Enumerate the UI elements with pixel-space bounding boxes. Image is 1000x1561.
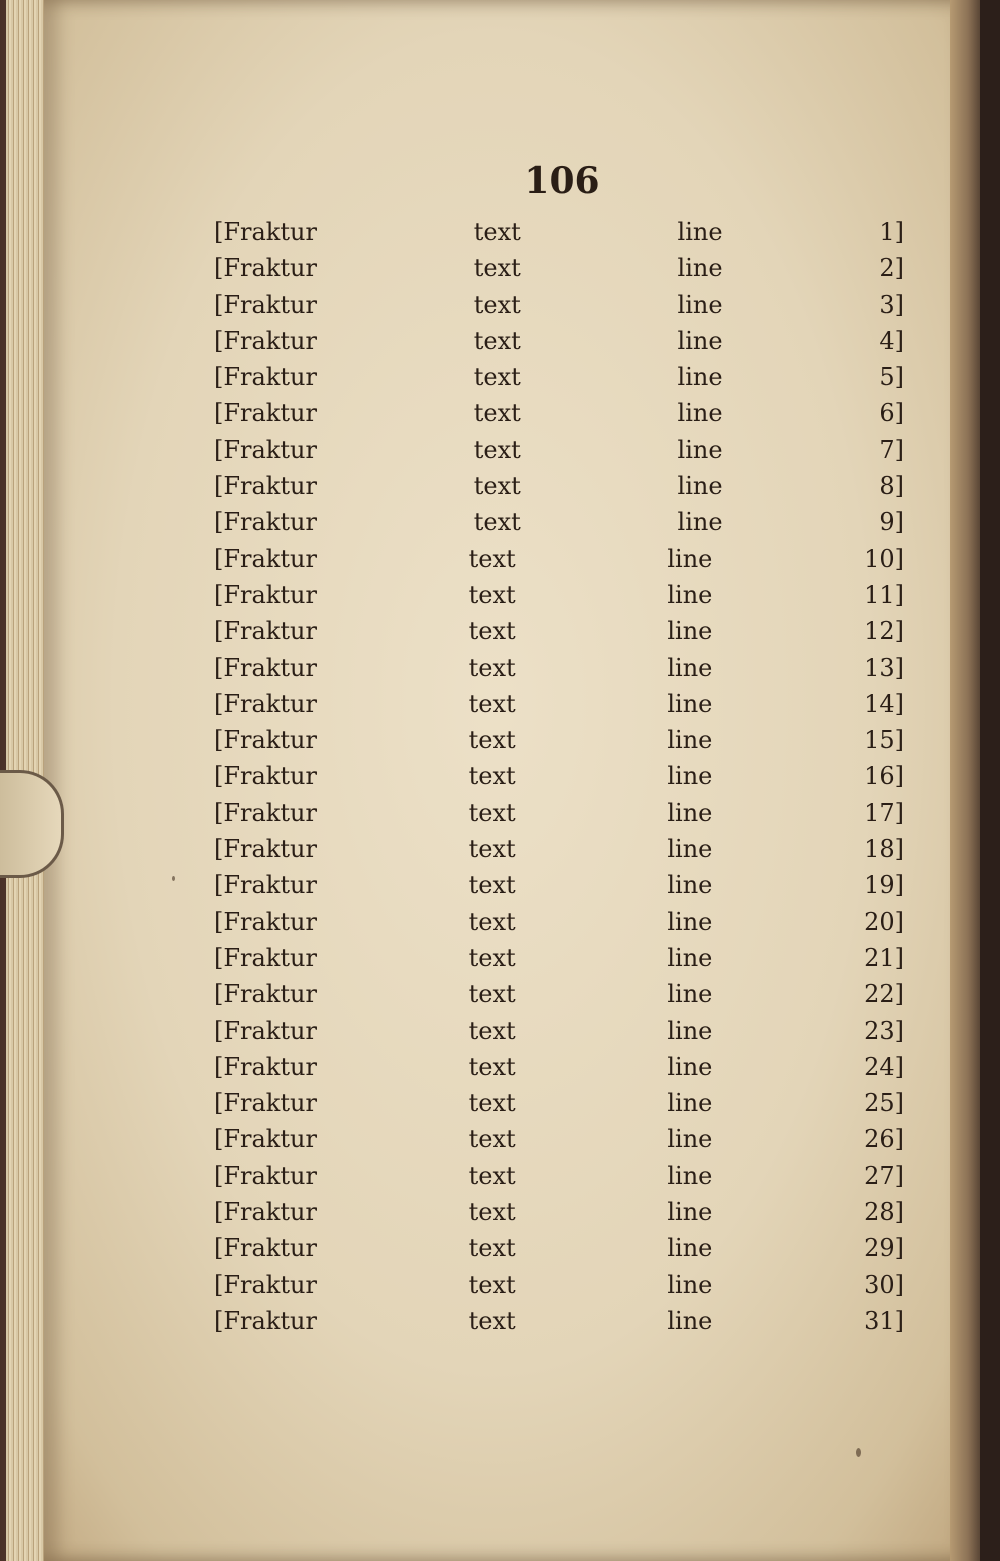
text-line: [Fraktur text line 24]: [214, 1052, 904, 1081]
text-line: [Fraktur text line 27]: [214, 1161, 904, 1190]
text-line: [Fraktur text line 28]: [214, 1198, 904, 1227]
text-line: [Fraktur text line 29]: [214, 1234, 904, 1263]
text-line: [Fraktur text line 22]: [214, 980, 904, 1009]
text-line: [Fraktur text line 10]: [214, 544, 904, 573]
text-line: [Fraktur text line 3]: [214, 290, 904, 319]
text-line: [Fraktur text line 26]: [214, 1125, 904, 1154]
text-line: [Fraktur text line 19]: [214, 871, 904, 900]
text-line: [Fraktur text line 23]: [214, 1016, 904, 1045]
text-line: [Fraktur text line 11]: [214, 580, 904, 609]
text-line: [Fraktur text line 8]: [214, 472, 904, 501]
text-line: [Fraktur text line 5]: [214, 363, 904, 392]
body-text: [214, 214, 904, 1339]
text-line: [Fraktur text line 25]: [214, 1089, 904, 1118]
page-number: 106: [524, 160, 600, 202]
page-gutter-shadow: [950, 0, 980, 1561]
text-line: [Fraktur text line 1]: [214, 218, 904, 246]
text-line: [Fraktur text line 9]: [214, 508, 904, 537]
text-line: [Fraktur text line 20]: [214, 907, 904, 936]
text-line: [Fraktur text line 6]: [214, 399, 904, 428]
text-line: [Fraktur text line 16]: [214, 762, 904, 791]
text-line: [Fraktur text line 18]: [214, 835, 904, 864]
text-line: [Fraktur text line 4]: [214, 326, 904, 355]
text-line: [Fraktur text line 13]: [214, 653, 904, 682]
text-line: [Fraktur text line 17]: [214, 798, 904, 827]
text-line: [Fraktur text line 31]: [214, 1306, 904, 1335]
text-line: [Fraktur text line 2]: [214, 254, 904, 283]
text-line: [Fraktur text line 12]: [214, 617, 904, 646]
text-line: [Fraktur text line 7]: [214, 435, 904, 464]
text-line: [Fraktur text line 21]: [214, 943, 904, 972]
text-line: [Fraktur text line 14]: [214, 689, 904, 718]
paper-speck: [856, 1448, 861, 1457]
text-line: [Fraktur text line 15]: [214, 726, 904, 755]
paper-speck: [172, 876, 175, 881]
text-line: [Fraktur text line 30]: [214, 1270, 904, 1299]
